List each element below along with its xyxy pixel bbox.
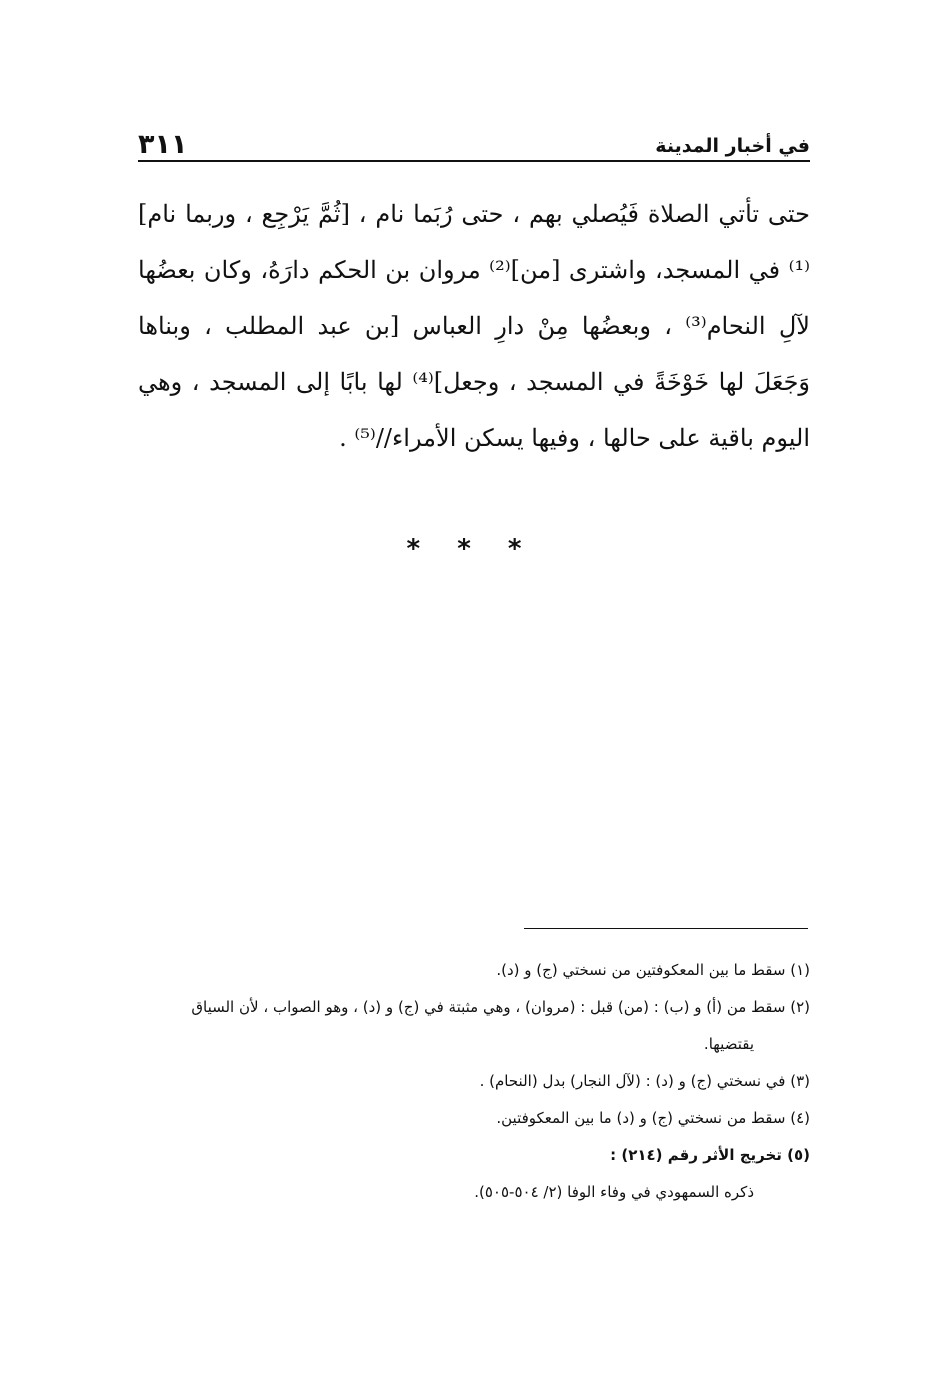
footnote-1: (١) سقط ما بين المعكوفتين من نسختي (ج) و (د).	[496, 961, 810, 979]
section-separator: * * *	[406, 534, 536, 564]
footnote-rule	[524, 928, 808, 929]
footnote-3: (٣) في نسختي (ج) و (د) : (لآل النجار) بدل (النحام) .	[479, 1072, 810, 1090]
header-rule	[138, 160, 810, 162]
body-paragraph: حتى تأتي الصلاة فَيُصلي بهم ، حتى رُبَما نام ، [ثُمَّ يَرْجِع ، وربما نام]⁽¹⁾ في المسجد، واشترى [من]⁽²⁾ مروان بن الحكم دارَهُ، وكان بعضُها لآلِ النحام⁽³⁾ ، وبعضُها مِنْ دارِ العباس [بن عبد المطلب ، وبناها وَجَعَلَ لها خَوْخَةً في المسجد ، وجعل]⁽⁴⁾ لها بابًا إلى المسجد ، وهي اليوم باقية على حالها ، وفيها يسكن الأمراء//⁽⁵⁾ .	[138, 200, 810, 452]
running-title: في أخبار المدينة	[655, 135, 810, 157]
footnote-5: (٥) تخريج الأثر رقم (٢١٤) :	[610, 1146, 810, 1164]
footnote-5-detail: ذكره السمهودي في وفاء الوفا (٢/ ٥٠٤-٥٠٥).	[474, 1183, 754, 1201]
page-number: ٣١١	[138, 129, 188, 160]
footnote-4: (٤) سقط من نسختي (ج) و (د) ما بين المعكوفتين.	[496, 1109, 810, 1127]
main-text	[138, 186, 810, 466]
footnotes	[138, 952, 810, 1211]
footnote-2-continuation: يقتضيها.	[703, 1035, 754, 1053]
page-header	[138, 118, 810, 158]
footnote-2: (٢) سقط من (أ) و (ب) : (من) قبل : (مروان) ، وهي مثبتة في (ج) و (د) ، وهو الصواب ، لأن السياق	[191, 998, 810, 1016]
